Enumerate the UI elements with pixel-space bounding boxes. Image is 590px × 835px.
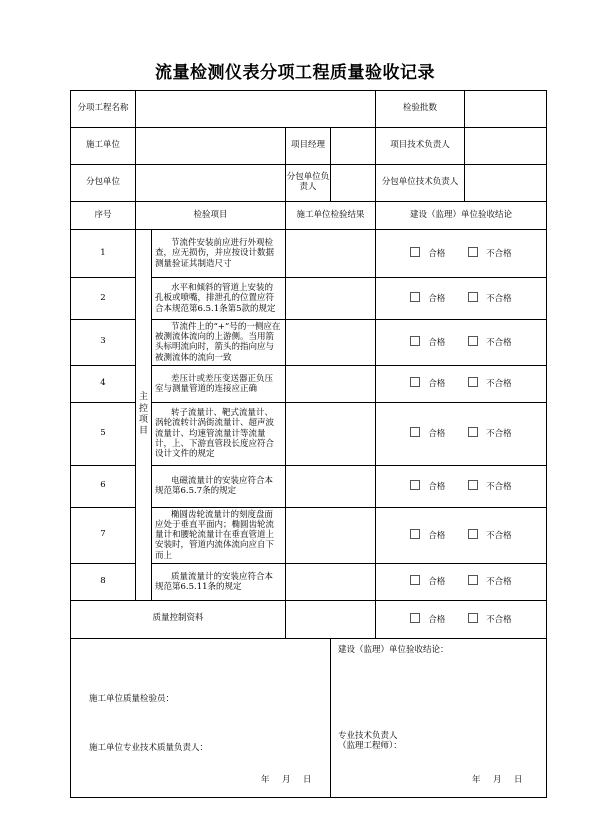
col-header-item: 检验项目 (136, 202, 286, 230)
fail-option[interactable]: 不合格 (468, 247, 512, 260)
pass-option[interactable]: 合格 (410, 377, 445, 390)
item-number: 6 (71, 465, 136, 507)
project-manager-label: 项目经理 (286, 128, 331, 165)
contractor-result-cell[interactable] (286, 402, 376, 465)
checkbox-icon[interactable] (468, 613, 478, 623)
checkbox-icon[interactable] (468, 427, 478, 437)
checkbox-icon[interactable] (468, 480, 478, 490)
contractor-result-cell[interactable] (286, 230, 376, 278)
sub-tech-lead-value[interactable] (465, 165, 547, 202)
item-text: 转子流量计、靶式流量计、涡轮流转计涡街流量计、超声波流量计、均速管流量计等流量计，上、下游直管段长度应符合设计文件的规定 (152, 402, 286, 465)
col-header-supervisor-conclusion: 建设（监理）单位验收结论 (376, 202, 547, 230)
contractor-tech-label: 施工单位专业技术质量负责人： (89, 742, 209, 753)
date-right: 年 月 日 (472, 774, 525, 785)
contractor-result-cell[interactable] (286, 320, 376, 366)
checkbox-icon[interactable] (410, 480, 420, 490)
item-number: 8 (71, 563, 136, 600)
checkbox-icon[interactable] (468, 336, 478, 346)
table-row (71, 230, 547, 278)
verdict-cell (376, 230, 547, 278)
contractor-value[interactable] (136, 128, 286, 165)
checkbox-icon[interactable] (410, 247, 420, 257)
pass-option[interactable]: 合格 (410, 529, 445, 542)
contractor-result-cell[interactable] (286, 365, 376, 402)
item-text: 椭圆齿轮流量计的刻度盘面应处于垂直平面内；椭圆齿轮流量计和腰轮流量计在垂直管道上安装时，管道内流体流向应自下而上 (152, 507, 286, 563)
fail-option[interactable]: 不合格 (468, 613, 512, 626)
verdict-cell (376, 365, 547, 402)
date-left: 年 月 日 (261, 774, 314, 785)
verdict-cell (376, 278, 547, 320)
checkbox-icon[interactable] (468, 575, 478, 585)
checkbox-icon[interactable] (410, 377, 420, 387)
item-text: 水平和倾斜的管道上安装的孔板或喷嘴，排泄孔的位置应符合本规范第6.5.1条第5款的规定 (152, 278, 286, 320)
pass-option[interactable]: 合格 (410, 613, 445, 626)
checkbox-icon[interactable] (410, 575, 420, 585)
subproject-name-value[interactable] (136, 91, 376, 128)
checkbox-icon[interactable] (468, 292, 478, 302)
col-header-contractor-result: 施工单位检验结果 (286, 202, 376, 230)
pass-option[interactable]: 合格 (410, 480, 445, 493)
checkbox-icon[interactable] (468, 529, 478, 539)
table-row (71, 600, 547, 638)
sub-tech-lead-label: 分包单位技术负责人 (376, 165, 465, 202)
fail-option[interactable]: 不合格 (468, 575, 512, 588)
fail-option[interactable]: 不合格 (468, 529, 512, 542)
verdict-cell (376, 402, 547, 465)
checkbox-icon[interactable] (410, 529, 420, 539)
quality-docs-result-cell[interactable] (286, 600, 376, 638)
item-text: 电磁流量计的安装应符合本规范第6.5.7条的规定 (152, 465, 286, 507)
item-number: 4 (71, 365, 136, 402)
subcontractor-value[interactable] (136, 165, 286, 202)
item-text: 质量流量计的安装应符合本规范第6.5.11条的规定 (152, 563, 286, 600)
subcontractor-label: 分包单位 (71, 165, 136, 202)
fail-option[interactable]: 不合格 (468, 427, 512, 440)
item-number: 5 (71, 402, 136, 465)
contractor-result-cell[interactable] (286, 507, 376, 563)
inspector-label: 施工单位质量检验员： (89, 693, 175, 704)
pass-option[interactable]: 合格 (410, 575, 445, 588)
checkbox-icon[interactable] (410, 613, 420, 623)
contractor-signature-cell (71, 638, 331, 797)
checkbox-icon[interactable] (410, 292, 420, 302)
sub-lead-label: 分包单位负责人 (286, 165, 331, 202)
fail-option[interactable]: 不合格 (468, 292, 512, 305)
verdict-cell (376, 507, 547, 563)
item-number: 3 (71, 320, 136, 366)
supervisor-tech-label: 专业技术负责人 (338, 730, 398, 741)
checkbox-icon[interactable] (468, 377, 478, 387)
supervisor-signature-cell (331, 638, 547, 797)
supervisor-engineer-label: （监理工程师）： (338, 740, 402, 751)
verdict-cell (376, 320, 547, 366)
checkbox-icon[interactable] (468, 247, 478, 257)
col-header-seq: 序号 (71, 202, 136, 230)
page-title: 流量检测仪表分项工程质量验收记录 (155, 63, 435, 83)
project-manager-value[interactable] (331, 128, 376, 165)
fail-option[interactable]: 不合格 (468, 480, 512, 493)
pass-option[interactable]: 合格 (410, 427, 445, 440)
pass-option[interactable]: 合格 (410, 292, 445, 305)
batch-count-label: 检验批数 (376, 91, 465, 128)
contractor-result-cell[interactable] (286, 465, 376, 507)
item-text: 节流件安装前应进行外观检查，应无损伤，并应按设计数据测量验证其制造尺寸 (152, 230, 286, 278)
tech-lead-value[interactable] (465, 128, 547, 165)
contractor-label: 施工单位 (71, 128, 136, 165)
acceptance-record-table (70, 90, 547, 798)
item-number: 7 (71, 507, 136, 563)
main-items-cell (136, 230, 152, 601)
pass-option[interactable]: 合格 (410, 336, 445, 349)
main-items-label: 主控项目 (138, 392, 148, 437)
fail-option[interactable]: 不合格 (468, 377, 512, 390)
item-text: 节流件上的“+”号的一侧应在被测流体流向的上游侧。当用箭头标明流向时，箭头的指向应与被测流体的流向一致 (152, 320, 286, 366)
checkbox-icon[interactable] (410, 427, 420, 437)
verdict-cell (376, 563, 547, 600)
pass-option[interactable]: 合格 (410, 247, 445, 260)
fail-option[interactable]: 不合格 (468, 336, 512, 349)
subproject-name-label: 分项工程名称 (71, 91, 136, 128)
contractor-result-cell[interactable] (286, 563, 376, 600)
item-number: 1 (71, 230, 136, 278)
batch-count-value[interactable] (465, 91, 547, 128)
supervisor-conclusion-label: 建设（监理）单位验收结论： (338, 644, 449, 655)
contractor-result-cell[interactable] (286, 278, 376, 320)
checkbox-icon[interactable] (410, 336, 420, 346)
item-number: 2 (71, 278, 136, 320)
verdict-cell (376, 600, 547, 638)
item-text: 差压计或差压变送器正负压室与测量管道的连接应正确 (152, 365, 286, 402)
tech-lead-label: 项目技术负责人 (376, 128, 465, 165)
sub-lead-value[interactable] (331, 165, 376, 202)
quality-docs-label: 质量控制资料 (71, 600, 286, 638)
verdict-cell (376, 465, 547, 507)
